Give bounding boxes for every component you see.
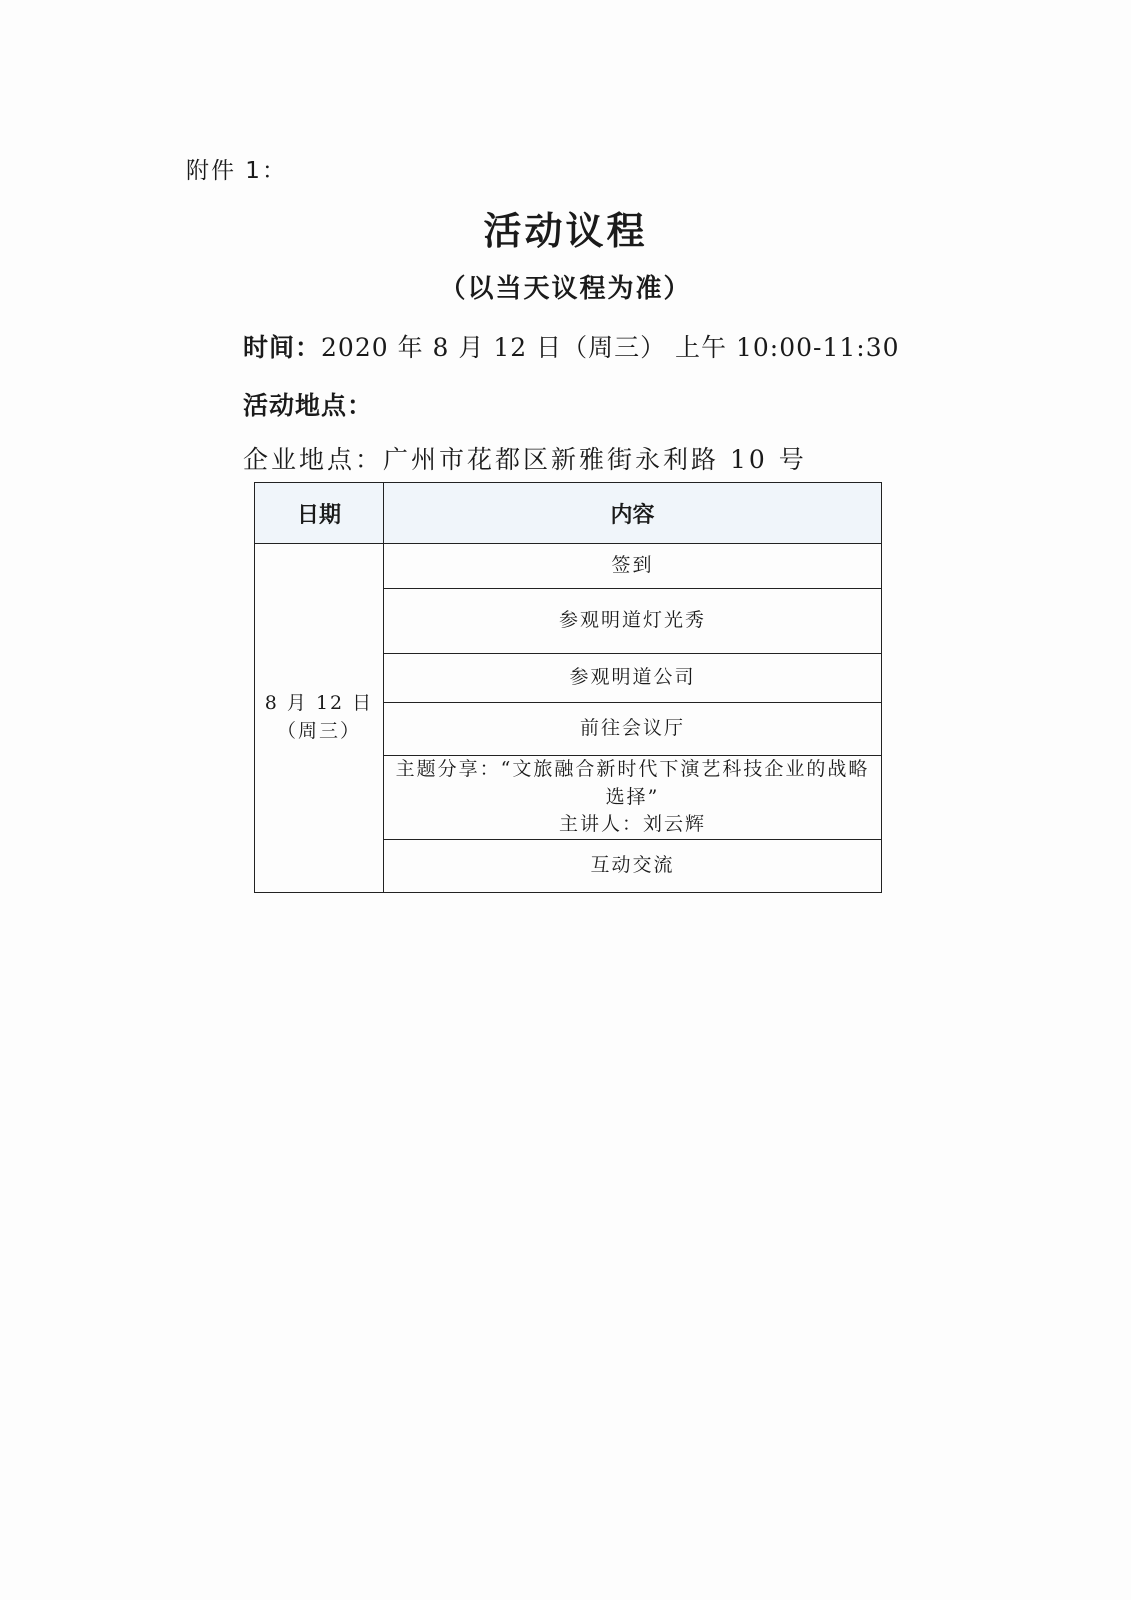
time-value: 2020 年 8 月 12 日（周三） 上午 10:00-11:30 — [321, 333, 900, 362]
date-line-1: 8 月 12 日 — [264, 692, 374, 715]
time-line — [243, 328, 900, 364]
header-date: 日期 — [255, 483, 384, 544]
agenda-item: 前往会议厅 — [384, 703, 882, 756]
agenda-table — [254, 482, 882, 893]
date-cell — [255, 544, 384, 893]
address-value: 广州市花都区新雅街永利路 10 号 — [383, 445, 807, 474]
agenda-item-keynote — [384, 756, 882, 840]
agenda-item: 互动交流 — [384, 839, 882, 892]
attachment-label: 附件 1： — [186, 158, 287, 184]
agenda-item: 参观明道灯光秀 — [384, 589, 882, 654]
table-row — [255, 544, 882, 589]
table-header-row — [255, 483, 882, 544]
address-label: 企业地点： — [243, 445, 384, 474]
address-line — [243, 440, 807, 476]
header-content: 内容 — [384, 483, 882, 544]
agenda-item: 参观明道公司 — [384, 654, 882, 703]
date-line-2: （周三） — [276, 719, 361, 742]
keynote-topic: 主题分享：“文旅融合新时代下演艺科技企业的战略选择” — [395, 758, 870, 808]
page-subtitle: （以当天议程为准） — [439, 274, 692, 304]
time-label: 时间： — [243, 333, 322, 362]
venue-line — [243, 386, 373, 422]
agenda-item: 签到 — [384, 544, 882, 589]
page-title: 活动议程 — [483, 209, 648, 253]
keynote-speaker: 主讲人：刘云辉 — [558, 813, 706, 836]
venue-label: 活动地点： — [243, 391, 374, 420]
